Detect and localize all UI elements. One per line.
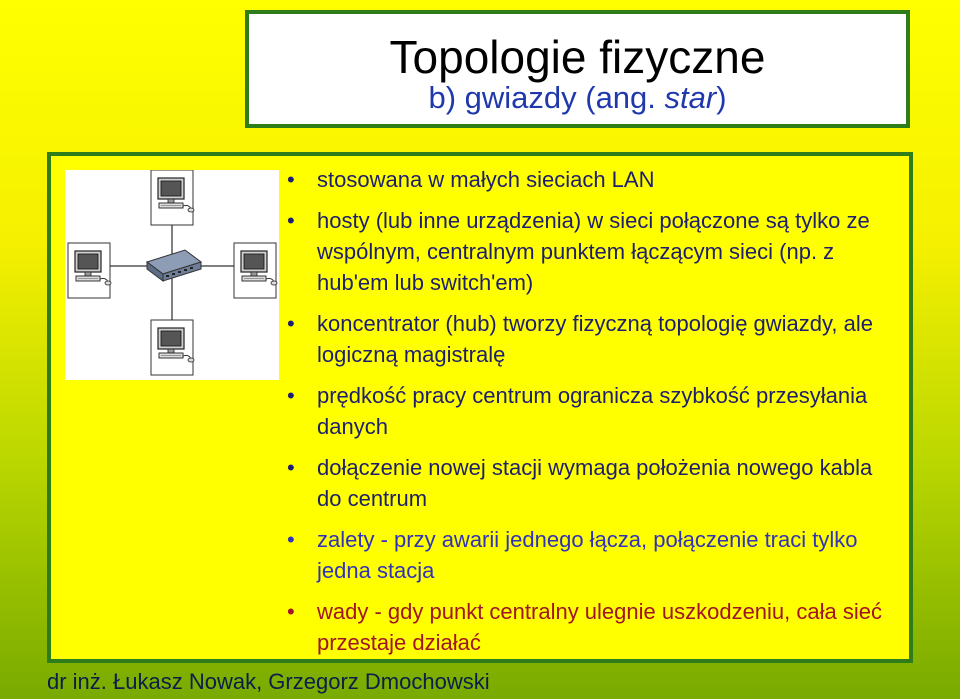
- list-item: [283, 452, 893, 514]
- bullet-marker: •: [287, 599, 295, 624]
- bullet-marker: •: [287, 167, 295, 192]
- subtitle-suffix: ): [716, 80, 727, 115]
- bullet-marker: •: [287, 208, 295, 233]
- bullet-marker: •: [287, 383, 295, 408]
- list-item-advantages: [283, 524, 893, 586]
- list-item: [283, 380, 893, 442]
- bullet-marker: •: [287, 311, 295, 336]
- bullet-text: stosowana w małych sieciach LAN: [317, 167, 655, 192]
- bullet-text: dołączenie nowej stacji wymaga położenia nowego kabla do centrum: [317, 455, 873, 511]
- title-box: [245, 10, 910, 128]
- subtitle-italic: star: [664, 80, 717, 115]
- bullet-marker: •: [287, 527, 295, 552]
- hub-icon: [147, 250, 201, 281]
- subtitle-prefix: b) gwiazdy (ang.: [428, 80, 665, 115]
- star-topology-diagram: [65, 170, 279, 380]
- bullet-text: prędkość pracy centrum ogranicza szybkość przesyłania danych: [317, 383, 868, 439]
- bullet-text: hosty (lub inne urządzenia) w sieci połączone są tylko ze wspólnym, centralnym punktem łączącym sieci (np. z hub'em lub switch'em): [317, 208, 870, 295]
- list-item: [283, 205, 893, 298]
- computer-icon: [68, 243, 111, 298]
- computer-icon: [151, 320, 194, 375]
- bullet-marker: •: [287, 455, 295, 480]
- bullet-text: zalety - przy awarii jednego łącza, połączenie traci tylko jedna stacja: [317, 527, 858, 583]
- list-item: [283, 308, 893, 370]
- bullet-text: wady - gdy punkt centralny ulegnie uszkodzeniu, cała sieć przestaje działać: [317, 599, 882, 655]
- computer-icon: [234, 243, 277, 298]
- content-box: [47, 152, 913, 663]
- list-item-disadvantages: [283, 596, 893, 658]
- bullet-text: koncentrator (hub) tworzy fizyczną topologię gwiazdy, ale logiczną magistralę: [317, 311, 873, 367]
- slide-title: Topologie fizyczne: [389, 31, 766, 83]
- computer-icon: [151, 170, 194, 225]
- star-topology-svg: [65, 170, 279, 380]
- list-item: [283, 164, 893, 195]
- footer-authors: dr inż. Łukasz Nowak, Grzegorz Dmochowski: [47, 669, 490, 694]
- bullet-list: [283, 164, 893, 668]
- slide-subtitle: [249, 80, 906, 116]
